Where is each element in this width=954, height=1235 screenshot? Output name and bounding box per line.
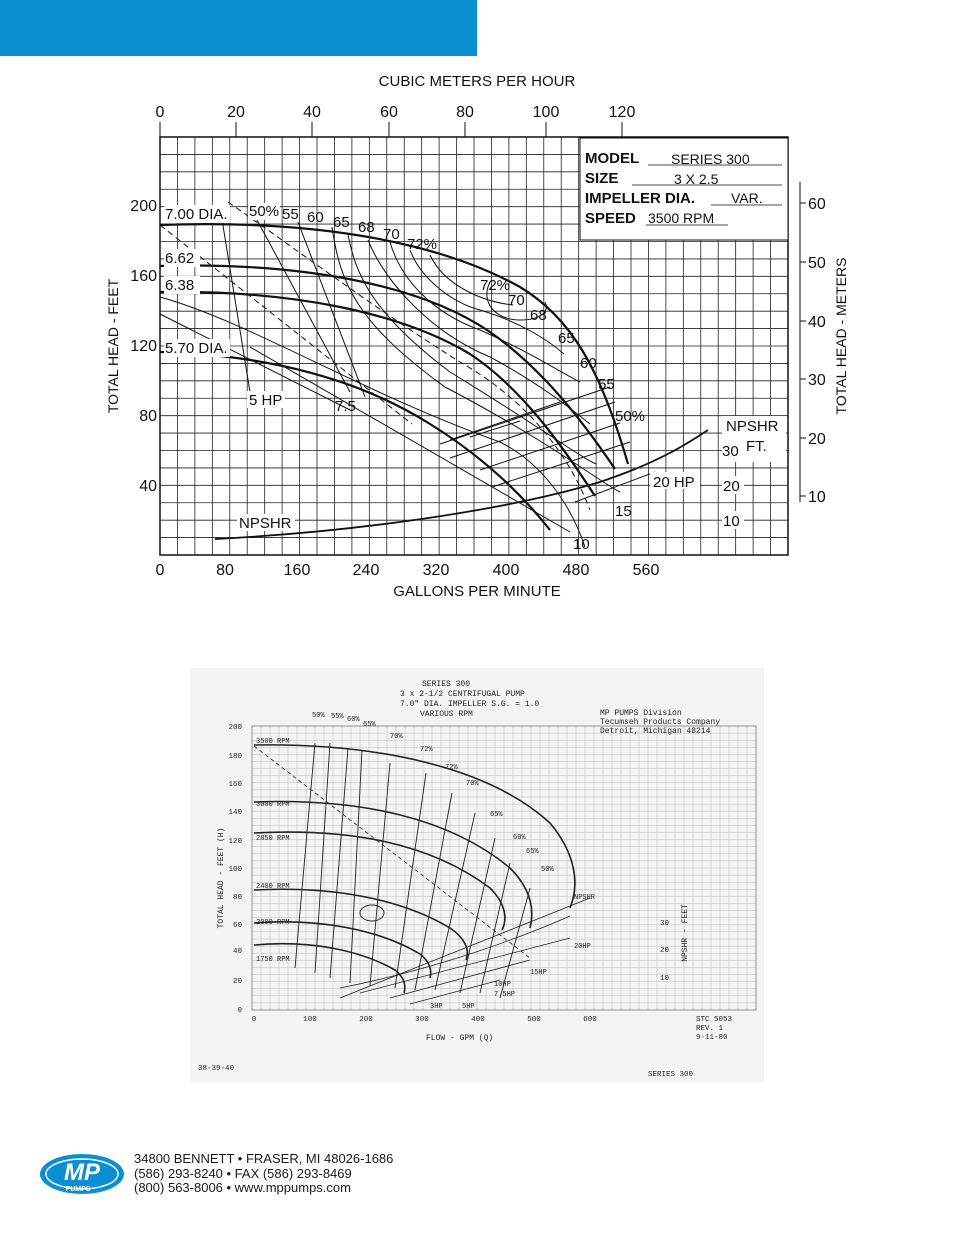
speed-label: SPEED [585, 210, 636, 227]
y-tick: 200 [228, 724, 242, 732]
top-tick: 60 [380, 104, 398, 121]
chart2-header: SERIES 300 [422, 680, 471, 689]
company-line: Detroit, Michigan 48214 [600, 727, 711, 736]
eff-label-2: 72% [445, 764, 458, 772]
left-tick: 200 [130, 198, 157, 215]
eff-label-2: 65% [490, 811, 503, 819]
npshr-tick-2: 20 [660, 947, 670, 955]
hp-label: 10 [573, 536, 590, 553]
left-tick: 80 [139, 408, 157, 425]
bottom-tick: 0 [155, 562, 165, 579]
eff-right-label: 55 [598, 376, 615, 393]
hp-label: 15 [615, 503, 632, 520]
diameter-label: 5.70 DIA. [165, 340, 228, 357]
model-value: SERIES 300 [671, 151, 750, 167]
eff-label-2: 70% [466, 780, 479, 788]
footer-web[interactable]: (800) 563-8006 • www.mppumps.com [134, 1180, 351, 1195]
y-tick: 20 [232, 978, 242, 986]
left-ticks [130, 198, 157, 495]
bottom-tick: 400 [492, 562, 520, 579]
npshr-label: NPSHR [239, 515, 292, 532]
chart2-header: 7.0" DIA. IMPELLER S.G. = 1.0 [400, 700, 540, 709]
top-tick: 20 [227, 104, 245, 121]
eff-label-2: 50% [312, 712, 325, 720]
y-tick: 140 [228, 809, 242, 817]
hp-label: 20 HP [653, 474, 695, 491]
diameter-label: 6.62 [165, 250, 195, 267]
eff-top-label: 65 [333, 214, 350, 231]
left-tick: 120 [130, 338, 157, 355]
chart2-header: VARIOUS RPM [420, 710, 473, 719]
npshr-tick: 20 [723, 478, 740, 495]
bottom-tick: 320 [422, 562, 450, 579]
diameter-label: 7.00 DIA. [165, 206, 228, 223]
eff-label-2: 50% [541, 866, 554, 874]
rpm-label: 3500 RPM [256, 738, 290, 746]
rpm-label: 2000 RPM [256, 919, 290, 927]
logo-text: MP [64, 1159, 100, 1186]
right-tick: 10 [808, 489, 826, 506]
ref-line: STC 5053 [696, 1016, 733, 1024]
eff-top-label: 60 [307, 209, 324, 226]
top-tick: 120 [608, 104, 636, 121]
y-tick: 80 [232, 894, 242, 902]
eff-right-label: 70 [508, 292, 525, 309]
footer-address: 34800 BENNETT • FRASER, MI 48026-1686 [134, 1151, 394, 1166]
x-tick: 500 [527, 1016, 541, 1024]
right-tick: 20 [808, 431, 826, 448]
hp-label-2: 5HP [462, 1003, 475, 1011]
eff-top-label: 72% [407, 236, 438, 253]
eff-label-2: 60% [513, 834, 526, 842]
left-tick: 40 [139, 478, 157, 495]
y-tick: 180 [228, 753, 242, 761]
size-label: SIZE [585, 170, 619, 187]
x-tick: 400 [471, 1016, 485, 1024]
hp-lines [440, 387, 655, 502]
eff-top-label: 70 [383, 226, 400, 243]
top-tick: 0 [155, 104, 165, 121]
eff-top-label: 55 [282, 206, 299, 223]
hp-label-2: 20HP [574, 943, 591, 951]
y-tick: 60 [232, 922, 242, 930]
chart2-header: 3 x 2-1/2 CENTRIFUGAL PUMP [400, 690, 525, 699]
hp-label-2: 7.5HP [494, 991, 516, 999]
eff-label-2: 55% [331, 713, 344, 721]
eff-right-label: 60 [580, 355, 597, 372]
logo-subtext: PUMPS [65, 1186, 91, 1193]
header-color-bar [0, 0, 477, 56]
impeller-label: IMPELLER DIA. [585, 190, 696, 207]
bottom-tick: 160 [283, 562, 311, 579]
left-axis-title: TOTAL HEAD - FEET [105, 278, 121, 414]
right-tick: 60 [808, 196, 826, 213]
hp-label: 7.5 [335, 398, 356, 415]
eff-top-label: 68 [358, 219, 375, 236]
top-tick: 80 [456, 104, 474, 121]
hp-label: 5 HP [249, 392, 283, 409]
x-tick: 300 [415, 1016, 429, 1024]
impeller-value: VAR. [731, 190, 763, 206]
right-ticks [808, 196, 826, 506]
hp-label-2: 15HP [530, 969, 547, 977]
x-tick: 200 [359, 1016, 373, 1024]
top-tick: 100 [532, 104, 560, 121]
eff-label-2: 72% [420, 746, 433, 754]
bottom-tick: 560 [632, 562, 660, 579]
y-tick: 0 [237, 1007, 242, 1015]
x-tick: 0 [251, 1016, 257, 1024]
top-ticks [156, 104, 636, 121]
bottom-ticks [156, 562, 660, 579]
top-axis-title: CUBIC METERS PER HOUR [378, 73, 576, 90]
company-line: Tecumseh Products Company [600, 718, 721, 727]
npshr-tick: 10 [723, 513, 740, 530]
eff-right-label: 68 [530, 307, 547, 324]
eff-right-label: 65 [558, 330, 575, 347]
right-axis-title: TOTAL HEAD - METERS [833, 257, 849, 415]
mp-pumps-logo [38, 1150, 130, 1198]
npshr-label-2: NPSHR [574, 894, 596, 902]
company-line: MP PUMPS Division [600, 709, 682, 718]
npshr-axis-title-2: NPSHR - FEET [681, 904, 690, 962]
y-tick: 40 [232, 948, 242, 956]
npshr-axis-title: NPSHR [726, 418, 779, 435]
npshr-tick-2: 10 [660, 975, 670, 983]
eff-right-label: 50% [615, 408, 646, 425]
footer-contact [134, 1152, 393, 1196]
bottom-tick: 480 [562, 562, 590, 579]
model-label: MODEL [585, 150, 640, 167]
eff-right-label: 72% [480, 277, 511, 294]
x-axis-title-2: FLOW - GPM (Q) [426, 1034, 494, 1043]
eff-label-2: 65% [363, 721, 376, 729]
footer-right-series: SERIES 300 [648, 1071, 694, 1079]
rpm-label: 1750 RPM [256, 956, 290, 964]
ref-line: REV. 1 [696, 1025, 724, 1033]
right-tick: 50 [808, 255, 826, 272]
eff-label-2: 60% [347, 716, 360, 724]
legacy-pump-curve-chart [190, 668, 764, 1082]
hp-label-2: 10HP [494, 981, 511, 989]
left-tick: 160 [130, 268, 157, 285]
hp-label-2: 3HP [430, 1003, 443, 1011]
bottom-tick: 240 [352, 562, 380, 579]
y-axis-title-2: TOTAL HEAD - FEET (H) [217, 827, 226, 929]
x-tick: 100 [303, 1016, 317, 1024]
diameter-label: 6.38 [165, 277, 195, 294]
right-tick: 40 [808, 314, 826, 331]
x-tick: 600 [583, 1016, 597, 1024]
y-tick: 120 [228, 838, 242, 846]
bottom-tick: 80 [216, 562, 234, 579]
npshr-tick: 30 [722, 443, 739, 460]
npshr-axis-title-unit: FT. [746, 438, 767, 455]
rpm-label: 2400 RPM [256, 883, 290, 891]
y-tick: 100 [228, 866, 242, 874]
eff-label-2: 70% [390, 733, 403, 741]
right-tick: 30 [808, 372, 826, 389]
rpm-label: 2850 RPM [256, 835, 290, 843]
info-box [580, 138, 788, 240]
y-tick: 160 [228, 781, 242, 789]
speed-value: 3500 RPM [648, 210, 715, 226]
eff-top-label: 50% [249, 203, 280, 220]
eff-label-2: 65% [526, 848, 539, 856]
footer-phone: (586) 293-8240 • FAX (586) 293-8469 [134, 1165, 352, 1181]
pump-curve-chart [100, 62, 860, 622]
bottom-axis-title: GALLONS PER MINUTE [393, 583, 561, 600]
footer-left-code: 38-39-40 [198, 1065, 235, 1073]
top-tick: 40 [303, 104, 321, 121]
size-value: 3 X 2.5 [674, 171, 719, 187]
npshr-tick-2: 30 [660, 920, 670, 928]
rpm-label: 3000 RPM [256, 801, 290, 809]
ref-line: 9-11-80 [696, 1034, 728, 1042]
